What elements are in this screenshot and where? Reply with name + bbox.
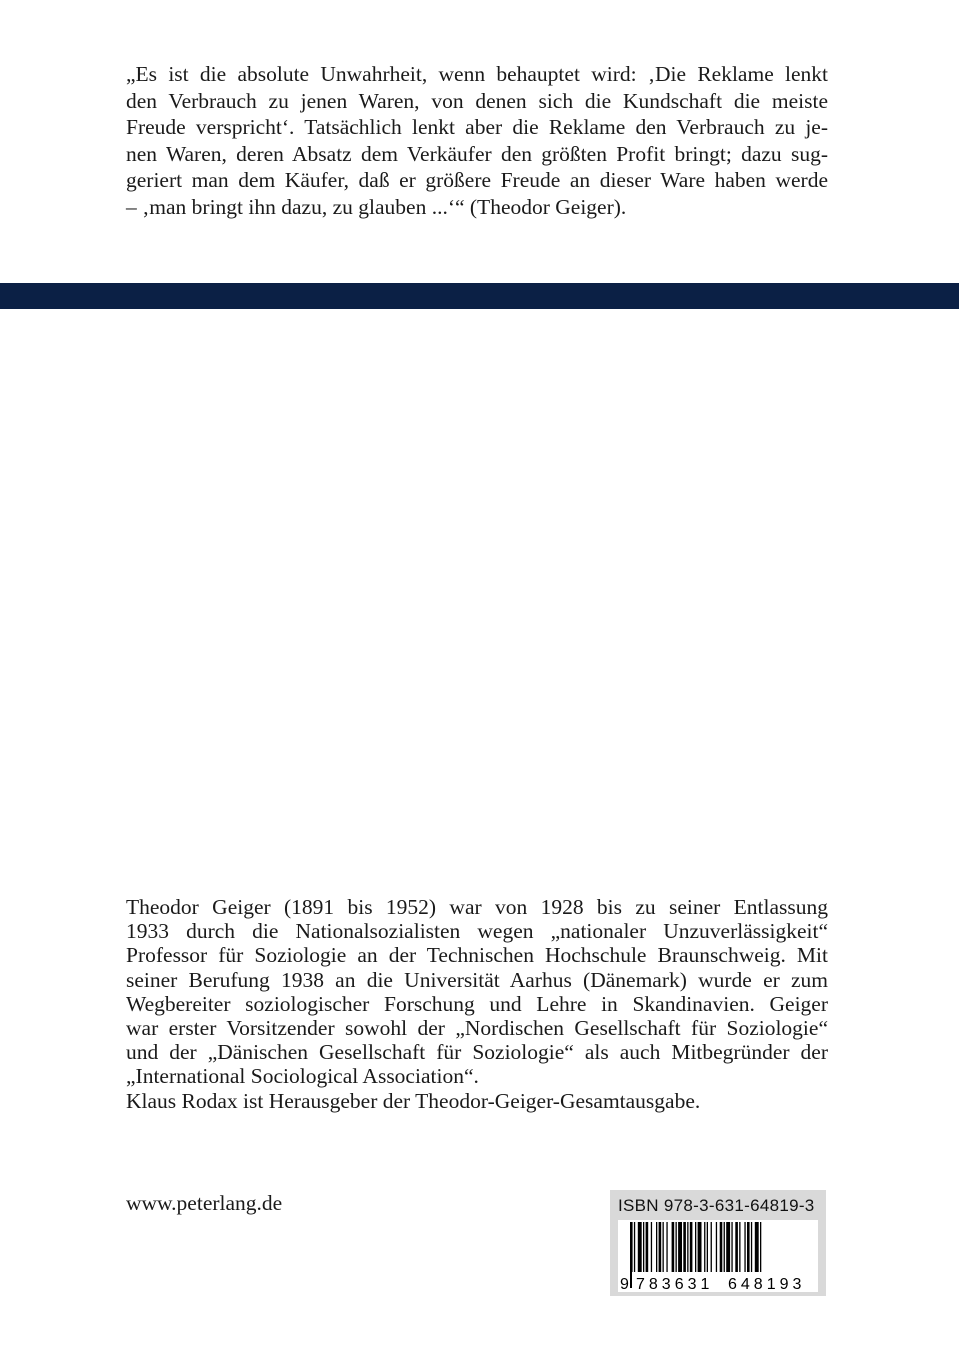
bio-line: „International Sociological Association“. — [126, 1064, 479, 1089]
decorative-band — [0, 283, 959, 309]
quote-line: den Verbrauch zu jenen Waren, von denen sich die Kundschaft die meiste — [126, 88, 828, 113]
barcode-bar — [707, 1222, 708, 1272]
bio-line: war erster Vorsitzender sowohl der „Nordischen Gesellschaft für Soziologie“ — [126, 1016, 828, 1041]
quote-line: – ‚man bringt ihn dazu, zu glauben ...‘“ (Theodor Geiger). — [126, 194, 627, 219]
bio-line: Professor für Soziologie an der Technischen Hochschule Braunschweig. Mit — [126, 943, 828, 968]
bio-line: Theodor Geiger (1891 bis 1952) war von 1928 bis zu seiner Entlassung — [126, 895, 828, 919]
quote-line: geriert man dem Käufer, daß er größere Freude an dieser Ware haben werde — [126, 168, 828, 193]
barcode-bar — [720, 1222, 723, 1272]
quote-line: „Es ist die absolute Unwahrheit, wenn behauptet wird: ‚Die Reklame lenkt — [126, 62, 828, 86]
barcode-bar — [716, 1222, 717, 1272]
barcode-bar — [698, 1222, 702, 1272]
back-cover-quote — [126, 61, 828, 221]
barcode-bar — [643, 1222, 644, 1272]
quote-line: Freude verspricht‘. Tatsächlich lenkt aber die Reklame den Verbrauch zu je- — [126, 115, 828, 140]
barcode-bar — [747, 1222, 750, 1272]
publisher-website[interactable]: www.peterlang.de — [126, 1191, 283, 1215]
barcode-bar — [751, 1222, 752, 1272]
barcode-bar — [724, 1222, 725, 1272]
bio-line: und der „Dänischen Gesellschaft für Soziologie“ als auch Mitbegründer der — [126, 1040, 828, 1065]
barcode-bar — [666, 1222, 667, 1272]
bio-line: Wegbereiter soziologischer Forschung und Lehre in Skandinavien. Geiger — [126, 991, 828, 1016]
barcode-bar — [704, 1222, 705, 1272]
author-biography — [126, 895, 828, 1113]
barcode-digits-right: 648193 — [728, 1276, 806, 1292]
bio-line: seiner Berufung 1938 an die Universität Aarhus (Dänemark) wurde er zum — [126, 967, 828, 992]
barcode-bar — [690, 1222, 693, 1272]
barcode-bar — [683, 1222, 686, 1272]
barcode-bar — [678, 1222, 682, 1272]
editor-line: Klaus Rodax ist Herausgeber der Theodor-Geiger-Gesamtausgabe. — [126, 1088, 701, 1113]
barcode-bar — [676, 1222, 677, 1272]
barcode-bar — [735, 1222, 738, 1272]
barcode-bar — [663, 1222, 664, 1272]
barcode-bar — [672, 1222, 675, 1272]
barcode-bar — [638, 1222, 642, 1272]
barcode-digits-left: 783631 — [636, 1276, 714, 1292]
barcode-bar — [687, 1222, 688, 1272]
barcode-bar — [726, 1222, 730, 1272]
barcode-bar — [744, 1222, 745, 1272]
barcode-bar — [646, 1222, 649, 1272]
isbn-label: ISBN 978-3-631-64819-3 — [618, 1196, 815, 1215]
barcode-bar — [739, 1222, 740, 1272]
barcode-bar — [711, 1222, 712, 1272]
barcode-bar — [651, 1222, 652, 1272]
barcode-digit-prefix: 9 — [620, 1276, 629, 1292]
bio-line: 1933 durch die Nationalsozialisten wegen „nationaler Unzuverlässigkeit“ — [126, 919, 828, 944]
barcode-bar — [659, 1222, 662, 1272]
isbn-barcode-box — [610, 1190, 826, 1296]
barcode-bar — [731, 1222, 732, 1272]
barcode-image — [618, 1220, 818, 1292]
barcode-bar — [656, 1222, 657, 1272]
quote-line: nen Waren, deren Absatz dem Verkäufer den größten Profit bringt; dazu sug- — [126, 141, 828, 166]
